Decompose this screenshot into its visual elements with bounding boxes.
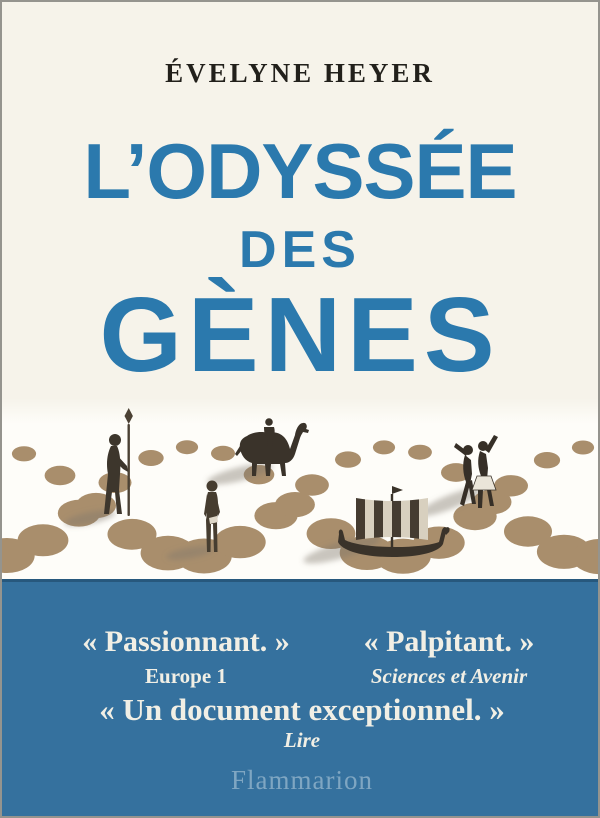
press-quote-text: « Palpitant. » <box>363 625 535 658</box>
helix-dots <box>2 440 600 574</box>
title-line-2: DES <box>239 221 361 279</box>
press-quote-text: « Un document exceptionnel. » <box>99 692 505 727</box>
dna-helix-illustration <box>2 392 600 579</box>
publisher-name: Flammarion <box>231 765 373 795</box>
title-line-1: L’ODYSSÉE <box>83 127 517 215</box>
title-line-3: GÈNES <box>99 276 501 394</box>
press-quote-text: « Passionnant. » <box>82 625 290 658</box>
press-quote-source: Sciences et Avenir <box>370 664 528 688</box>
book-title <box>2 127 598 394</box>
caveman-with-spear-figure <box>104 408 133 516</box>
author-name: ÉVELYNE HEYER <box>165 58 435 88</box>
press-quote-source: Lire <box>283 728 321 752</box>
press-quotes-band <box>2 579 600 818</box>
press-quote-source: Europe 1 <box>145 664 227 688</box>
